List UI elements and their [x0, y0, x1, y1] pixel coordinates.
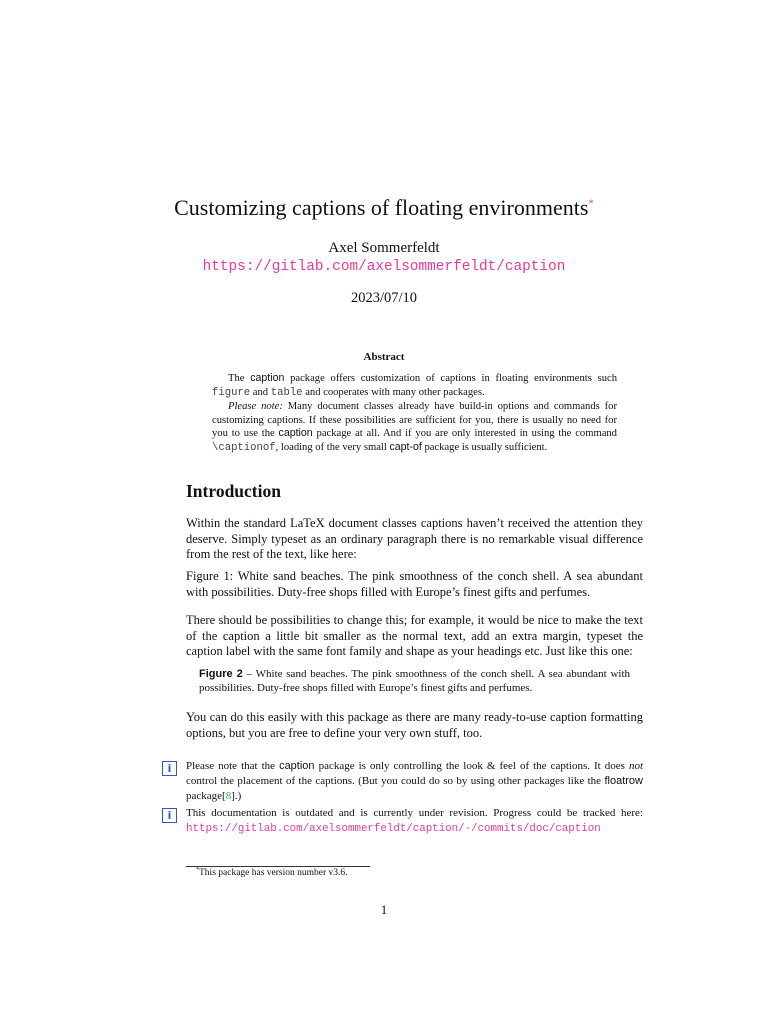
intro-paragraph: You can do this easily with this package as there are many ready-to-use caption formatting options, but you are free to define your very own stuff, too.	[186, 710, 643, 740]
citation-link[interactable]: 8	[225, 790, 232, 802]
latex-logo: LaTeX	[290, 516, 325, 530]
abstract-note-paragraph: Please note: Many document classes already have build-in options and commands for customizing captions. If these possibilities are sufficient for you, there is usually no need for you to use the caption package at all. And if you are only interested in using the command \captionof, loading of the very small capt-of package is usually sufficient.	[212, 401, 617, 454]
commits-link[interactable]: https://gitlab.com/axelsommerfeldt/caption/-/commits/doc/caption	[186, 823, 601, 835]
info-icon: i	[162, 761, 177, 776]
title-footnote-mark[interactable]: *	[588, 197, 594, 210]
figure-2-label: Figure 2	[199, 668, 243, 680]
figure-1-caption: Figure 1: White sand beaches. The pink smoothness of the conch shell. A sea abundant with possibilities. Duty-free shops filled with Europe’s finest gifts and perfumes.	[186, 569, 643, 599]
section-heading-introduction: Introduction	[186, 481, 281, 501]
info-icon: i	[162, 808, 177, 823]
figure-2-caption: Figure 2 – White sand beaches. The pink smoothness of the conch shell. A sea abundant with possibilities. Duty-free shops filled with Europe’s finest gifts and perfumes.	[199, 668, 630, 694]
author: Axel Sommerfeldt	[328, 240, 440, 256]
date: 2023/07/10	[350, 290, 418, 306]
intro-paragraph: There should be possibilities to change this; for example, it would be nice to make the text of the caption a little bit smaller as the normal text, add an extra margin, typeset the caption label with the same font family and shape as your headings etc. Just like this one:	[186, 613, 643, 658]
paper-title: Customizing captions of floating environments*	[174, 195, 594, 220]
abstract-body	[212, 372, 617, 456]
note-revision: This documentation is outdated and is currently under revision. Progress could be tracked here: https://gitlab.com/axelsommerfeldt/caption/-/commits/doc/caption	[186, 807, 643, 835]
footnote: *This package has version number v3.6.	[196, 867, 348, 879]
abstract-heading: Abstract	[363, 351, 405, 363]
page-number: 1	[380, 902, 388, 917]
note-caption-scope: Please note that the caption package is only controlling the look & feel of the captions. It does not control the placement of the captions. (But you could do so by using other packages like the floatrow package[8].)	[186, 760, 643, 802]
abstract-paragraph: The caption package offers customization of captions in floating environments such figure and table and cooperates with many other packages.	[212, 372, 617, 399]
repo-link[interactable]: https://gitlab.com/axelsommerfeldt/caption	[202, 259, 566, 275]
intro-paragraph: Within the standard LaTeX document classes captions haven’t received the attention they deserve. Simply typeset as an ordinary paragraph there is no remarkable visual difference from the rest of the text, like here:	[186, 516, 643, 561]
